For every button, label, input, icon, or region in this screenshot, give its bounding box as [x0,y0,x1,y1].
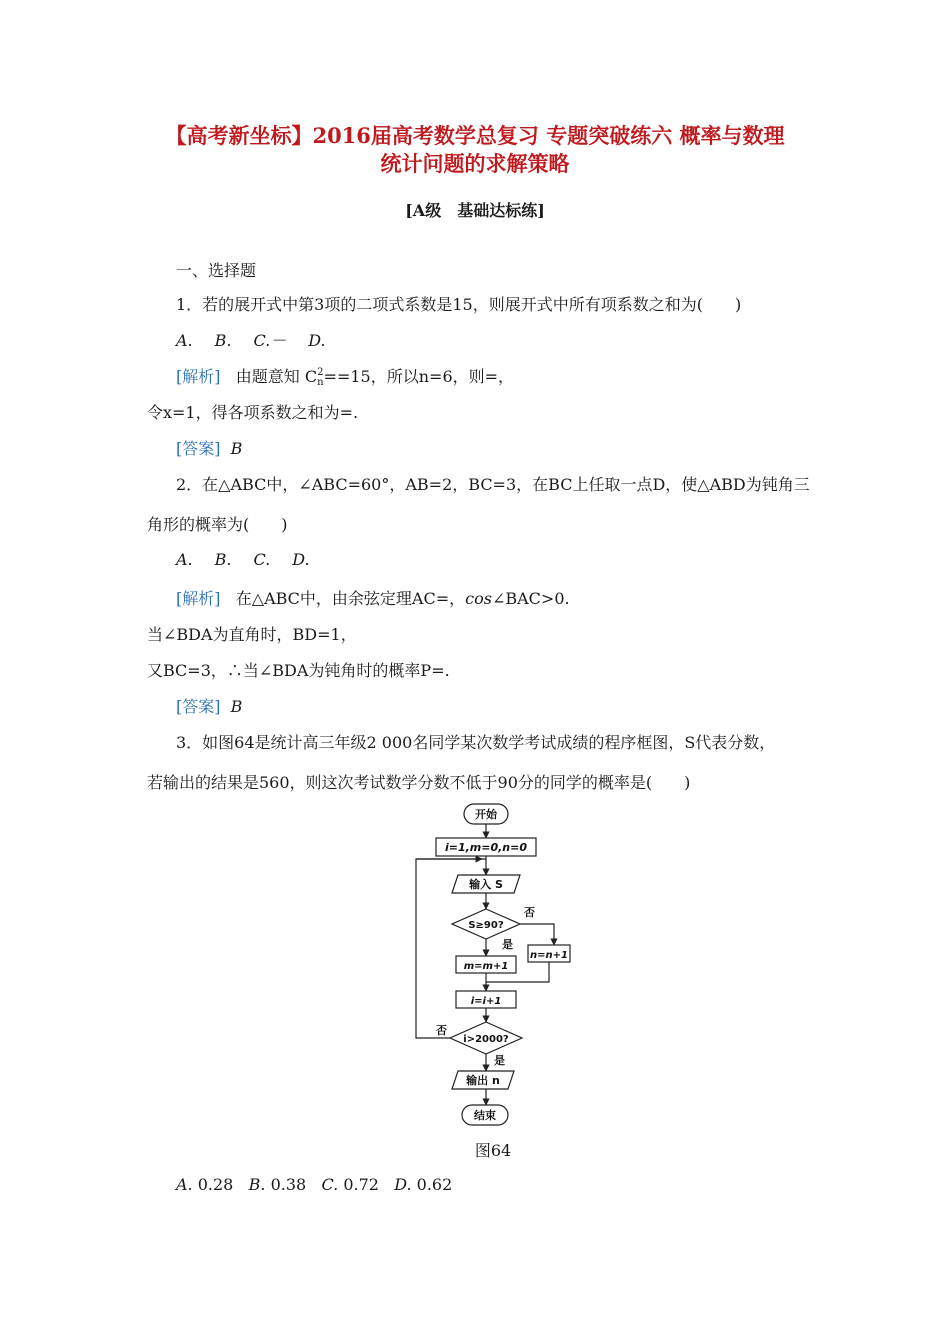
q1-answer-value: B [230,439,243,458]
q2-analysis-tag: [解析] [176,589,221,608]
q3-option-a-value: 0.28 [197,1175,234,1194]
flow-no1-label: 否 [524,906,535,919]
flow-output-label: 输出 n [466,1074,500,1087]
title-line-2: 统计问题的求解策略 [380,151,570,176]
q2-answer-value: B [230,697,243,716]
q1-option-b: B. [214,331,232,350]
q2-analysis-cos: cos [465,589,492,608]
q1-stem: 1．若的展开式中第3项的二项式系数是15，则展开式中所有项系数之和为( ) [176,295,742,314]
figure-caption: 图64 [474,1141,512,1160]
q1-answer [176,436,242,459]
flow-end-label: 结束 [474,1109,496,1122]
level-heading: [A级 基础达标练] [405,201,545,220]
q3-option-d-value: 0.62 [416,1175,453,1194]
q2-options [176,550,332,569]
q2-stem-line-2: 角形的概率为( ) [147,515,288,534]
q2-analysis-text-1b: ∠BAC>0. [491,589,570,608]
flow-init-label: i=1,m=0,n=0 [444,841,528,854]
q1-analysis-text-2: ==15，所以n=6，则=， [323,367,515,386]
flow-start-label: 开始 [475,808,497,821]
q1-analysis-text-1: 由题意知 C [235,367,318,386]
flow-no2-label: 否 [436,1024,447,1037]
q1-analysis-tag: [解析] [176,367,221,386]
q2-option-a: A. [176,550,193,569]
q1-analysis-line-3: 令x=1，得各项系数之和为=. [147,403,359,422]
flowchart-diagram [400,798,590,1130]
q1-options [176,328,348,351]
q1-option-c: C.－ [253,331,287,350]
flow-cond1-label: S≥90? [468,920,504,931]
q2-analysis [176,586,570,609]
flow-cond2-label: i>2000? [463,1034,509,1045]
flow-m-inc-label: m=m+1 [463,961,509,972]
flow-yes1-label: 是 [502,938,513,951]
q3-option-d-letter: D. [394,1175,412,1194]
q3-option-c-value: 0.72 [343,1175,379,1194]
q2-answer-tag: [答案] [176,697,221,716]
flow-input-label: 输入 S [469,878,503,891]
q1-option-a: A. [176,331,193,350]
flow-yes2-label: 是 [494,1054,505,1067]
q3-options [176,1175,452,1194]
q2-stem-line-1: 2．在△ABC中，∠ABC=60°，AB=2，BC=3，在BC上任取一点D，使△ABD为钝角三 [176,475,810,494]
q1-analysis-sub: n [317,376,324,388]
q2-option-d: D. [292,550,310,569]
q1-analysis-sup: 2 [317,366,324,378]
q3-option-a-letter: A. [176,1175,193,1194]
q3-option-c-letter: C. [321,1175,339,1194]
q2-analysis-text-1: 在△ABC中，由余弦定理AC=， [235,589,466,608]
q3-stem-line-1: 3．如图64是统计高三年级2 000名同学某次数学考试成绩的程序框图，S代表分数， [176,733,776,752]
q3-stem-line-2: 若输出的结果是560，则这次考试数学分数不低于90分的同学的概率是( ) [147,773,691,792]
q2-option-c: C. [253,550,271,569]
q2-option-b: B. [214,550,232,569]
q2-analysis-line-3: 又BC=3，∴当∠BDA为钝角时的概率P=. [147,661,450,680]
document-title [130,122,820,178]
q2-answer [176,694,242,717]
q1-answer-tag: [答案] [176,439,221,458]
flow-n-inc-label: n=n+1 [530,950,568,961]
q3-option-b-value: 0.38 [270,1175,307,1194]
q1-option-d: D. [308,331,326,350]
q2-analysis-line-2: 当∠BDA为直角时，BD=1， [147,625,357,644]
title-line-1: 【高考新坐标】2016届高考数学总复习 专题突破练六 概率与数理 [165,123,785,148]
q3-option-b-letter: B. [248,1175,266,1194]
flow-i-inc-label: i=i+1 [470,996,502,1007]
q1-analysis [176,364,514,388]
section-heading: 一、选择题 [176,261,257,280]
